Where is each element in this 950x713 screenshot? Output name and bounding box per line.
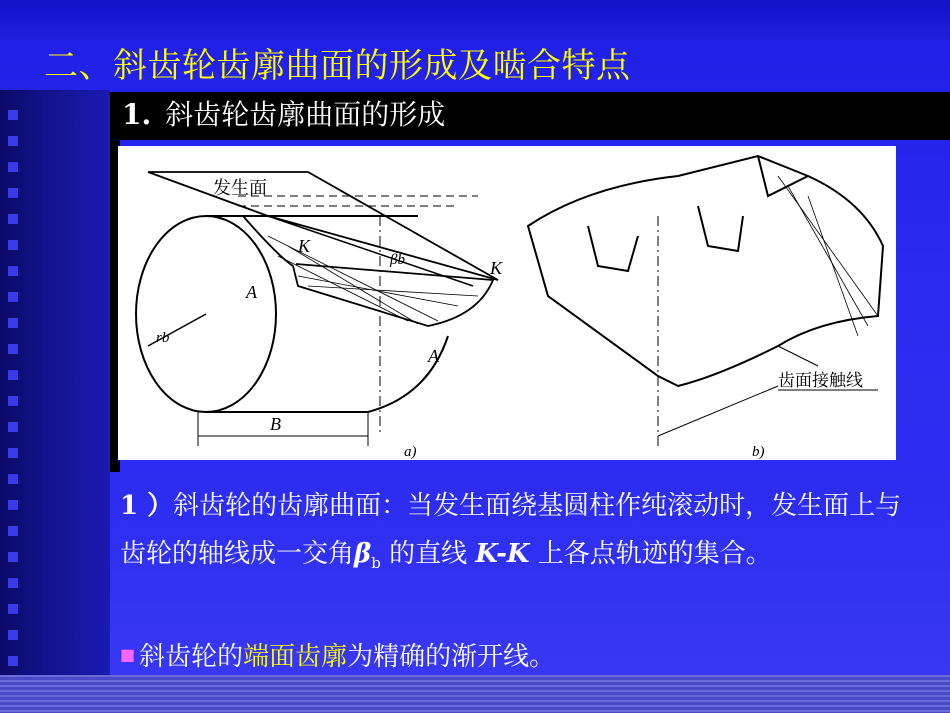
decor-square xyxy=(8,656,18,666)
decor-square xyxy=(8,448,18,458)
bullet-text-1: 斜齿轮的 xyxy=(139,642,244,672)
contact-leader xyxy=(778,346,818,366)
left-decoration-strip xyxy=(0,90,110,690)
label-K-right: K xyxy=(490,258,503,278)
section-title: 斜齿轮齿廓曲面的形成 xyxy=(165,98,446,131)
decor-square xyxy=(8,344,18,354)
body-text-1: 斜齿轮的齿廓曲面：当发生面绕基圆柱作纯滚动时，发生面上与齿轮的轴线成一交角 xyxy=(120,491,902,569)
tooth-space xyxy=(588,226,638,271)
label-contact-line: 齿面接触线 xyxy=(778,371,863,390)
gear-body xyxy=(528,156,883,386)
label-beta-b: βb xyxy=(390,252,405,268)
decor-square xyxy=(8,500,18,510)
bullet-icon: ■ xyxy=(120,645,136,664)
beta-symbol: β xyxy=(354,539,372,569)
label-K-left: K xyxy=(298,236,311,256)
tooth-top xyxy=(758,156,808,196)
figure-drawing xyxy=(118,146,896,460)
section-heading xyxy=(122,93,445,133)
kk-label: K-K xyxy=(475,539,530,569)
cylinder-bottom-edge xyxy=(206,336,448,412)
decor-square xyxy=(8,552,18,562)
hatch xyxy=(308,286,478,296)
hatch xyxy=(278,256,408,321)
decor-square xyxy=(8,604,18,614)
bullet-highlight: 端面齿廓 xyxy=(243,642,348,672)
item-number: 1 ） xyxy=(120,491,174,521)
label-b: b) xyxy=(752,444,765,460)
decor-square xyxy=(8,370,18,380)
label-A-right: A xyxy=(428,346,439,366)
hatch xyxy=(808,196,858,336)
top-bar xyxy=(0,0,950,40)
hatch xyxy=(778,176,878,316)
bottom-bar xyxy=(0,675,950,713)
decor-square xyxy=(8,292,18,302)
decor-square xyxy=(8,162,18,172)
helicoid-surface xyxy=(243,216,493,326)
decor-square xyxy=(8,188,18,198)
definition-paragraph xyxy=(120,482,910,587)
decor-square xyxy=(8,110,18,120)
label-B: B xyxy=(270,414,281,434)
bullet-item xyxy=(120,636,555,673)
decor-square xyxy=(8,136,18,146)
hatch xyxy=(268,236,438,321)
beta-subscript: b xyxy=(371,554,381,573)
decor-square xyxy=(8,630,18,640)
label-rb: rb xyxy=(156,330,170,346)
helical-gear-figure xyxy=(118,146,896,460)
section-number: 1. xyxy=(122,98,152,131)
decor-square xyxy=(8,474,18,484)
body-text-3: 上各点轨迹的集合。 xyxy=(529,539,772,569)
decor-square xyxy=(8,214,18,224)
decor-square xyxy=(8,396,18,406)
decor-square xyxy=(8,240,18,250)
label-a: a) xyxy=(404,444,417,460)
decor-square xyxy=(8,266,18,276)
label-generating-plane: 发生面 xyxy=(213,178,267,198)
decor-square xyxy=(8,526,18,536)
body-text-2: 的直线 xyxy=(380,539,476,569)
label-A-left: A xyxy=(246,282,257,302)
bullet-text-2: 为精确的渐开线。 xyxy=(347,642,556,672)
contact-leader xyxy=(658,386,778,436)
tooth-space xyxy=(698,206,743,251)
decor-square xyxy=(8,578,18,588)
decor-square xyxy=(8,318,18,328)
page-title: 二、斜齿轮齿廓曲面的形成及啮合特点 xyxy=(44,46,631,86)
decor-square xyxy=(8,422,18,432)
